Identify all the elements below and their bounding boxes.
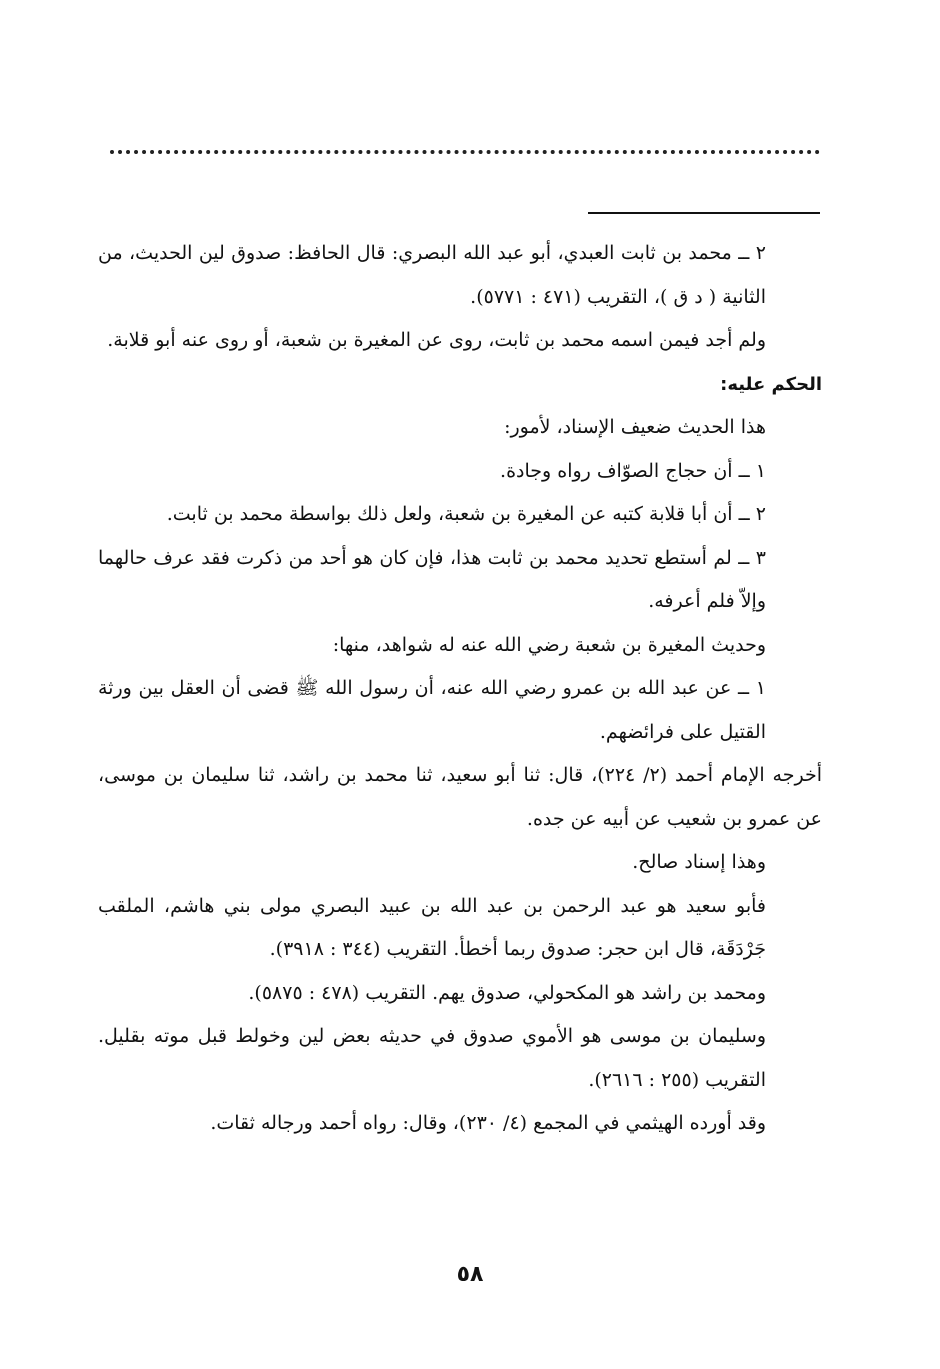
body-text bbox=[98, 232, 822, 1146]
paragraph-good-chain: وهذا إسناد صالح. bbox=[632, 851, 766, 873]
paragraph-note-2: ٢ ــ محمد بن ثابت العبدي، أبو عبد الله البصري: قال الحافظ: صدوق لين الحديث، من الثانية ( د ق )، التقريب (٤٧١ : ٥٧٧١). bbox=[98, 242, 766, 308]
paragraph-witness-1: ١ ــ عن عبد الله بن عمرو رضي الله عنه، أن رسول الله ﷺ قضى أن العقل بين ورثة القتيل على فرائضهم. bbox=[98, 677, 766, 743]
paragraph-reason-3: ٣ ــ لم أستطع تحديد محمد بن ثابت هذا، فإن كان هو أحد من ذكرت فقد عرف حالهما وإلاّ فلم أعرفه. bbox=[98, 546, 766, 612]
paragraph-not-found: ولم أجد فيمن اسمه محمد بن ثابت، روى عن المغيرة بن شعبة، أو روى عنه أبو قلابة. bbox=[107, 329, 766, 351]
footnote-rule bbox=[588, 212, 820, 214]
paragraph-reason-1: ١ ــ أن حجاج الصوّاف رواه وجادة. bbox=[500, 459, 766, 482]
paragraph-witnesses-intro: وحديث المغيرة بن شعبة رضي الله عنه له شواهد، منها: bbox=[332, 633, 766, 656]
dotted-separator bbox=[110, 150, 820, 154]
paragraph-ahmad-narration: أخرجه الإمام أحمد (٢/ ٢٢٤)، قال: ثنا أبو سعيد، ثنا محمد بن راشد، ثنا سليمان بن موسى، عن عمرو بن شعيب عن أبيه عن جده. bbox=[98, 764, 822, 830]
paragraph-weak-intro: هذا الحديث ضعيف الإسناد، لأمور: bbox=[504, 416, 766, 438]
ruling-heading: الحكم عليه: bbox=[720, 373, 822, 395]
paragraph-muhammad-rashid: ومحمد بن راشد هو المكحولي، صدوق يهم. التقريب (٤٧٨ : ٥٨٧٥). bbox=[248, 981, 766, 1004]
page-number: ٥٨ bbox=[456, 1262, 484, 1287]
paragraph-haythami: وقد أورده الهيثمي في المجمع (٤/ ٢٣٠)، وقال: رواه أحمد ورجاله ثقات. bbox=[210, 1112, 766, 1134]
paragraph-sulayman: وسليمان بن موسى هو الأموي صدوق في حديثه بعض لين وخولط قبل موته بقليل. التقريب (٢٥٥ : ٢٦١٦). bbox=[98, 1025, 766, 1091]
paragraph-reason-2: ٢ ــ أن أبا قلابة كتبه عن المغيرة بن شعبة، ولعل ذلك بواسطة محمد بن ثابت. bbox=[166, 503, 766, 525]
paragraph-abu-said: فأبو سعيد هو عبد الرحمن بن عبد الله بن عبيد البصري مولى بني هاشم، الملقب جَرْدَقَة، قال ابن حجر: صدوق ربما أخطأ. التقريب (٣٤٤ : ٣٩١٨). bbox=[98, 894, 766, 960]
